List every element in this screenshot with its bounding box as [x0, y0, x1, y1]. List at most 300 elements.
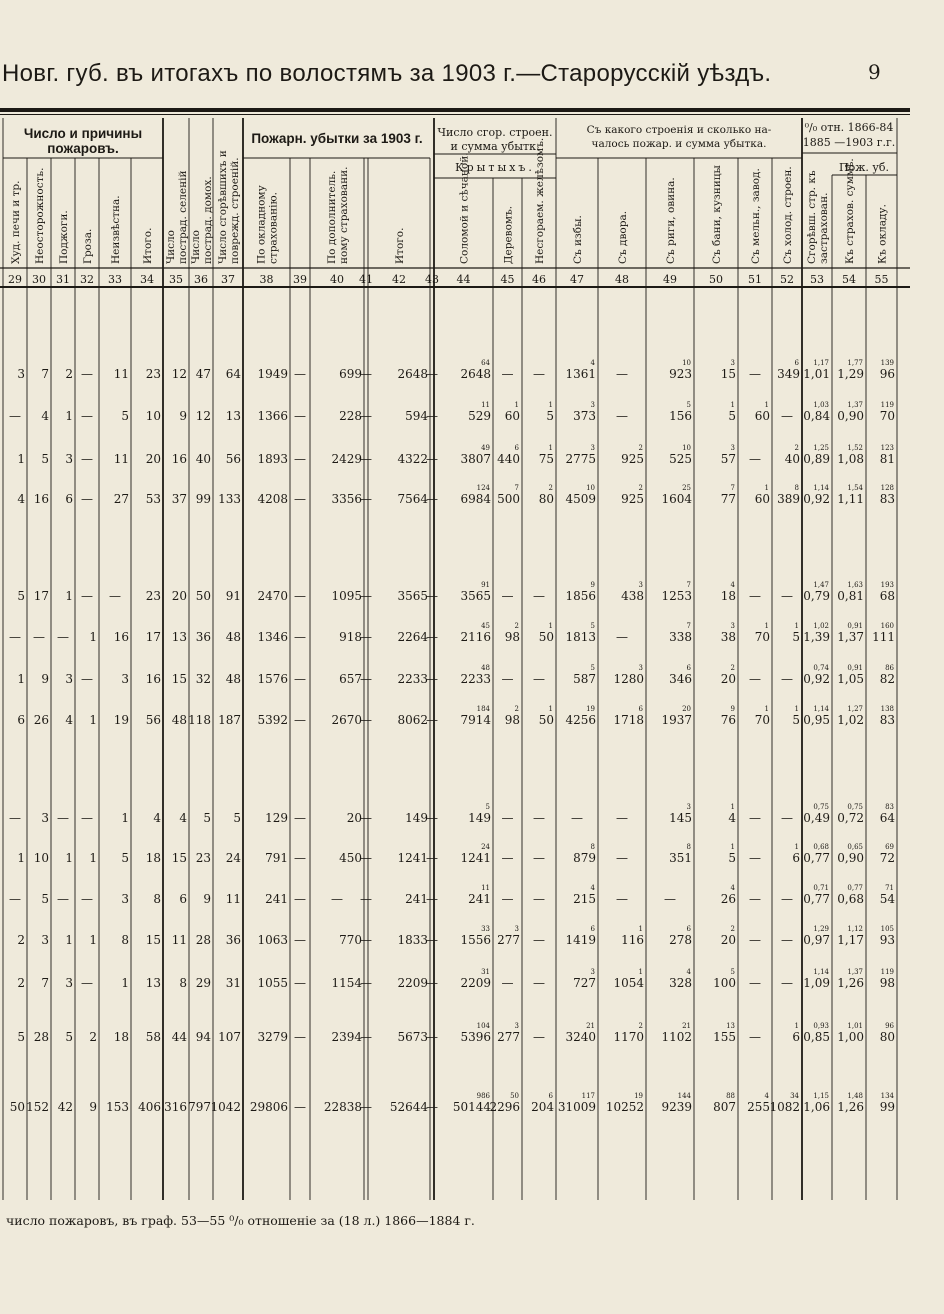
table-cell: — [749, 672, 761, 686]
group-pozh-label: Пож. уб. [839, 161, 889, 174]
table-cell: 1,01 [803, 367, 830, 381]
table-cell: 241 [405, 892, 428, 906]
table-cell: — [533, 851, 545, 865]
table-cell-small: 5 [730, 968, 735, 976]
table-cell: 31009 [557, 1100, 596, 1114]
table-cell: 24 [225, 851, 241, 865]
table-cell: — [501, 892, 514, 906]
table-cell-small: 0,74 [813, 664, 829, 672]
table-cell: 918 [339, 630, 362, 644]
table-cell-small: 96 [885, 1022, 894, 1030]
table-cell-small: 1 [794, 843, 799, 851]
table-cell: 2470 [257, 589, 288, 603]
table-cell-small: 2 [514, 622, 519, 630]
group-percent-label2: 1885 —1903 г.г. [802, 136, 896, 149]
table-cell: 2209 [397, 976, 428, 990]
group-percent-label: ⁰/₀ отн. 1866-84 [804, 121, 894, 134]
column-header: По окладномустрахованію. [255, 185, 280, 264]
table-cell-small: 19 [586, 705, 595, 713]
table-cell: 129 [265, 811, 288, 825]
table-cell: — [426, 409, 438, 423]
column-number: 32 [80, 273, 94, 286]
table-cell: 77 [720, 492, 736, 506]
table-cell: 56 [225, 452, 241, 466]
table-cell: 3279 [257, 1030, 288, 1044]
table-cell: 807 [713, 1100, 736, 1114]
table-cell: — [781, 811, 793, 825]
table-cell-small: 3 [514, 925, 519, 933]
column-number: 49 [663, 273, 677, 286]
table-cell-small: 0,65 [847, 843, 863, 851]
table-cell: 241 [468, 892, 491, 906]
table-cell-small: 7 [686, 622, 691, 630]
table-cell: — [533, 811, 545, 825]
table-cell: 525 [669, 452, 692, 466]
table-cell-small: 21 [586, 1022, 595, 1030]
table-cell: — [616, 367, 628, 381]
table-cell: 2 [17, 976, 25, 990]
table-cell: 389 [777, 492, 800, 506]
table-cell: — [426, 811, 438, 825]
table-cell: — [781, 589, 793, 603]
table-cell: 5 [203, 811, 211, 825]
table-cell: — [749, 1030, 761, 1044]
table-cell-small: 2 [730, 925, 735, 933]
table-cell: — [294, 452, 306, 466]
table-cell-small: 986 [476, 1092, 490, 1100]
table-cell: — [533, 672, 545, 686]
table-cell: — [331, 892, 343, 906]
table-cell: 657 [339, 672, 362, 686]
column-header: Съ риги, овина. [665, 177, 677, 264]
table-cell: — [294, 976, 306, 990]
table-cell-small: 1,77 [847, 359, 863, 367]
table-cell: — [360, 672, 372, 686]
table-cell: 9 [179, 409, 187, 423]
table-cell: 31 [225, 976, 241, 990]
column-header: По дополнитель.ному страховани. [326, 166, 350, 264]
table-cell: 29 [195, 976, 211, 990]
table-cell: 80 [538, 492, 554, 506]
table-cell: 9239 [661, 1100, 692, 1114]
table-cell: 2 [17, 933, 25, 947]
table-cell: 1576 [257, 672, 288, 686]
table-cell-small: 3 [590, 401, 595, 409]
table-cell: 12 [195, 409, 211, 423]
column-number: 50 [709, 273, 723, 286]
table-cell: 1055 [257, 976, 288, 990]
table-cell: 0,97 [803, 933, 830, 947]
table-cell: 116 [621, 933, 644, 947]
table-cell-small: 48 [481, 664, 490, 672]
table-cell: 3 [65, 976, 73, 990]
table-cell: 1 [65, 409, 73, 423]
table-cell-small: 1 [794, 1022, 799, 1030]
column-header: Соломой и сѣчаной. [458, 152, 471, 264]
table-cell-small: 134 [880, 1092, 894, 1100]
table-cell: 2116 [460, 630, 491, 644]
table-cell: 1,11 [837, 492, 864, 506]
table-cell: 3807 [460, 452, 491, 466]
table-cell: 1,08 [837, 452, 864, 466]
table-cell: 278 [669, 933, 692, 947]
column-number: 43 [425, 273, 439, 286]
table-cell: 23 [145, 367, 161, 381]
table-cell: 5 [41, 892, 49, 906]
table-cell: — [426, 492, 438, 506]
table-cell: 50 [9, 1100, 25, 1114]
table-cell: — [294, 630, 306, 644]
table-cell: — [360, 933, 372, 947]
table-cell: 0,77 [803, 892, 830, 906]
table-cell-small: 4 [730, 884, 735, 892]
table-cell: 38 [720, 630, 736, 644]
column-number: 48 [615, 273, 629, 286]
table-cell-small: 0,71 [813, 884, 829, 892]
group-losses-label: Пожарн. убытки за 1903 г. [251, 131, 423, 146]
table-cell: 529 [468, 409, 491, 423]
table-cell-small: 1,14 [813, 484, 829, 492]
table-cell: — [426, 713, 438, 727]
table-cell-small: 3 [730, 359, 735, 367]
table-cell: 2 [65, 367, 73, 381]
table-cell-small: 3 [638, 581, 643, 589]
table-cell-small: 1 [764, 622, 769, 630]
table-cell: 2209 [460, 976, 491, 990]
table-cell-small: 88 [726, 1092, 735, 1100]
table-cell: 37 [171, 492, 187, 506]
column-number: 45 [500, 273, 515, 286]
table-cell: 3 [65, 672, 73, 686]
column-header: Съ бани, кузницы [711, 165, 723, 264]
table-cell: 0,77 [803, 851, 830, 865]
table-cell-small: 6 [548, 1092, 553, 1100]
table-cell-small: 1,47 [813, 581, 829, 589]
table-cell-small: 6 [686, 664, 691, 672]
table-cell-small: 4 [730, 581, 735, 589]
table-cell: 7564 [397, 492, 428, 506]
table-cell: 1,39 [803, 630, 830, 644]
table-cell-small: 34 [790, 1092, 799, 1100]
table-cell-small: 5 [485, 803, 490, 811]
table-cell-small: 1 [638, 968, 643, 976]
page-number: 9 [868, 60, 882, 84]
table-cell: 7 [41, 976, 49, 990]
table-cell: — [781, 409, 793, 423]
column-header: Итого. [142, 227, 154, 264]
table-cell: 28 [195, 933, 211, 947]
table-cell-small: 1,37 [847, 401, 863, 409]
column-header: Несгораем. желѣзомъ. [534, 137, 546, 264]
column-number: 35 [169, 273, 183, 286]
table-cell: 12 [171, 367, 187, 381]
table-cell: — [501, 851, 514, 865]
column-number: 34 [140, 273, 154, 286]
table-cell: — [616, 630, 628, 644]
table-cell: 3 [17, 367, 25, 381]
table-cell: — [360, 630, 372, 644]
table-cell: 20 [720, 672, 736, 686]
table-cell-small: 1,14 [813, 968, 829, 976]
table-cell: — [81, 976, 93, 990]
table-cell: — [9, 811, 21, 825]
table-cell: — [294, 492, 306, 506]
table-cell: 17 [33, 589, 49, 603]
table-cell: 94 [195, 1030, 211, 1044]
table-cell: — [533, 933, 545, 947]
table-cell: 22838 [323, 1100, 362, 1114]
table-cell: 1718 [613, 713, 644, 727]
table-cell-small: 3 [686, 803, 691, 811]
table-cell: 4 [41, 409, 49, 423]
table-cell: — [294, 713, 306, 727]
table-cell: 770 [339, 933, 362, 947]
table-cell: — [294, 811, 306, 825]
table-cell: — [294, 1100, 306, 1114]
table-cell: — [81, 452, 93, 466]
column-number: 41 [359, 273, 373, 286]
table-cell: — [9, 409, 21, 423]
column-header: Числопострад. селеній [165, 170, 189, 264]
table-cell: 1,29 [837, 367, 864, 381]
table-cell: — [9, 892, 21, 906]
table-cell-small: 128 [880, 484, 894, 492]
table-cell: 4322 [397, 452, 428, 466]
table-cell: 10 [33, 851, 49, 865]
table-cell: 2233 [460, 672, 491, 686]
table-cell: 13 [171, 630, 187, 644]
table-cell: 2775 [565, 452, 596, 466]
table-cell: — [781, 672, 793, 686]
table-cell: 29806 [249, 1100, 288, 1114]
table-cell: 594 [405, 409, 428, 423]
column-header: Съ холод. строен. [782, 166, 794, 264]
table-cell-small: 3 [514, 1022, 519, 1030]
table-cell: 1095 [331, 589, 362, 603]
table-cell: 1,26 [837, 1100, 864, 1114]
table-cell: 99 [195, 492, 211, 506]
table-cell: 1 [17, 672, 25, 686]
column-number: 33 [108, 273, 122, 286]
table-cell: 50 [538, 713, 554, 727]
table-cell: 1241 [397, 851, 428, 865]
table-cell: 19 [113, 713, 129, 727]
table-cell: 155 [713, 1030, 736, 1044]
table-cell: 328 [669, 976, 692, 990]
table-cell: — [81, 492, 93, 506]
table-cell: 5 [728, 851, 736, 865]
table-cell: — [749, 976, 761, 990]
column-header: Деревомъ. [502, 205, 515, 264]
table-cell: — [57, 892, 69, 906]
table-cell: 1082 [769, 1100, 800, 1114]
table-cell: 1346 [257, 630, 288, 644]
table-cell-small: 1 [730, 401, 735, 409]
table-cell: 4256 [565, 713, 596, 727]
column-header: Съ двора. [617, 210, 629, 264]
table-cell: 0,81 [837, 589, 864, 603]
table-cell: — [501, 976, 514, 990]
table-cell: — [294, 933, 306, 947]
table-cell: 53 [145, 492, 161, 506]
table-cell: 241 [265, 892, 288, 906]
table-cell: 1361 [565, 367, 596, 381]
table-cell: — [749, 367, 761, 381]
table-cell: 118 [188, 713, 211, 727]
table-cell: 81 [879, 452, 895, 466]
column-number: 40 [330, 273, 344, 286]
column-number: 54 [842, 273, 856, 286]
table-cell: 1 [121, 976, 129, 990]
column-header: Числопострад. домох. [190, 176, 214, 264]
table-cell-small: 1 [548, 705, 553, 713]
table-cell: 20 [346, 811, 362, 825]
table-cell: — [109, 589, 121, 603]
table-cell: 80 [879, 1030, 895, 1044]
table-cell-small: 104 [476, 1022, 490, 1030]
table-cell: 1042 [210, 1100, 241, 1114]
table-cell-small: 1,02 [813, 622, 829, 630]
table-cell: 145 [669, 811, 692, 825]
table-cell: 28 [33, 1030, 49, 1044]
table-cell: 3 [65, 452, 73, 466]
table-cell-small: 139 [880, 359, 894, 367]
table-cell: 5 [728, 409, 736, 423]
table-cell-small: 10 [682, 359, 691, 367]
column-number: 44 [456, 273, 471, 286]
table-cell: 1893 [257, 452, 288, 466]
table-cell: — [360, 811, 372, 825]
table-cell-small: 119 [880, 401, 894, 409]
table-cell: 10252 [605, 1100, 644, 1114]
table-cell-small: 1,37 [847, 968, 863, 976]
table-cell: 0,90 [837, 409, 864, 423]
table-cell: 0,90 [837, 851, 864, 865]
column-header: Съ избы. [572, 215, 584, 264]
table-cell: 3356 [331, 492, 362, 506]
table-cell: 450 [339, 851, 362, 865]
table-cell: — [426, 1030, 438, 1044]
table-cell: 727 [573, 976, 596, 990]
table-cell: — [294, 892, 306, 906]
table-cell: — [57, 630, 69, 644]
column-header: Поджоги. [58, 210, 70, 264]
table-cell-small: 5 [590, 622, 595, 630]
table-cell: — [33, 630, 45, 644]
table-cell: 349 [777, 367, 800, 381]
table-cell-small: 11 [481, 884, 490, 892]
table-cell-small: 2 [548, 484, 553, 492]
table-cell: 98 [879, 976, 895, 990]
table-cell: 47 [195, 367, 211, 381]
table-cell: 1 [65, 589, 73, 603]
table-cell: — [81, 892, 93, 906]
table-cell: 0,79 [803, 589, 830, 603]
table-cell: — [616, 409, 628, 423]
table-cell: — [533, 1030, 545, 1044]
table-cell: 64 [879, 811, 895, 825]
table-cell-small: 1 [764, 705, 769, 713]
table-cell: 42 [57, 1100, 73, 1114]
table-cell: 11 [225, 892, 241, 906]
table-cell: — [294, 1030, 306, 1044]
table-cell: 5396 [460, 1030, 491, 1044]
table-cell-small: 31 [481, 968, 490, 976]
table-cell: 277 [497, 1030, 520, 1044]
table-cell: 5 [792, 630, 800, 644]
table-cell: — [360, 589, 372, 603]
table-cell: 5 [41, 452, 49, 466]
table-cell: — [360, 367, 372, 381]
table-cell: 4 [17, 492, 25, 506]
table-cell: 11 [171, 933, 187, 947]
table-cell: — [501, 672, 514, 686]
table-cell: 70 [879, 409, 895, 423]
column-header: Къ страхов. суммѣ. [844, 158, 856, 264]
column-number: 38 [259, 273, 274, 286]
column-number: 39 [293, 273, 307, 286]
table-cell-small: 1,48 [847, 1092, 863, 1100]
table-cell: 50144 [452, 1100, 491, 1114]
table-cell: 3565 [397, 589, 428, 603]
column-header: Къ окладу. [876, 204, 889, 264]
table-cell: 40 [784, 452, 800, 466]
table-cell: 440 [497, 452, 520, 466]
table-cell-small: 1,25 [813, 444, 829, 452]
table-cell: 56 [145, 713, 161, 727]
table-cell: 1949 [257, 367, 288, 381]
table-cell-small: 0,93 [813, 1022, 829, 1030]
column-header: Сгорѣвш. стр. къзастрахован. [806, 170, 830, 264]
table-cell: — [360, 892, 372, 906]
column-number: 51 [748, 273, 762, 286]
table-cell-small: 20 [682, 705, 691, 713]
table-cell: 6 [179, 892, 187, 906]
table-cell: — [81, 409, 93, 423]
table-cell: — [426, 630, 438, 644]
table-cell: 57 [720, 452, 736, 466]
table-cell: 406 [138, 1100, 161, 1114]
table-cell-small: 3 [590, 968, 595, 976]
table-cell: 1833 [397, 933, 428, 947]
table-cell: 797 [188, 1100, 211, 1114]
table-cell: 76 [720, 713, 736, 727]
column-number: 29 [8, 273, 22, 286]
column-number: 47 [570, 273, 584, 286]
table-cell: 18 [145, 851, 161, 865]
table-cell: — [571, 811, 583, 825]
table-cell: — [360, 1030, 372, 1044]
table-cell: 6 [792, 1030, 800, 1044]
table-cell-small: 10 [586, 484, 595, 492]
table-cell: — [749, 892, 761, 906]
table-cell: 9 [89, 1100, 97, 1114]
table-cell: 3 [41, 811, 49, 825]
table-cell: 15 [145, 933, 161, 947]
table-cell-small: 184 [476, 705, 490, 713]
table-cell: 26 [33, 713, 49, 727]
table-cell-small: 69 [885, 843, 894, 851]
table-cell-small: 105 [880, 925, 894, 933]
table-cell: — [749, 933, 761, 947]
table-cell: — [360, 1100, 372, 1114]
table-cell-small: 9 [590, 581, 595, 589]
table-cell-small: 9 [730, 705, 735, 713]
column-number: 30 [32, 273, 46, 286]
table-cell: 8 [153, 892, 161, 906]
table-cell-small: 0,91 [847, 664, 863, 672]
table-cell: 54 [879, 892, 895, 906]
